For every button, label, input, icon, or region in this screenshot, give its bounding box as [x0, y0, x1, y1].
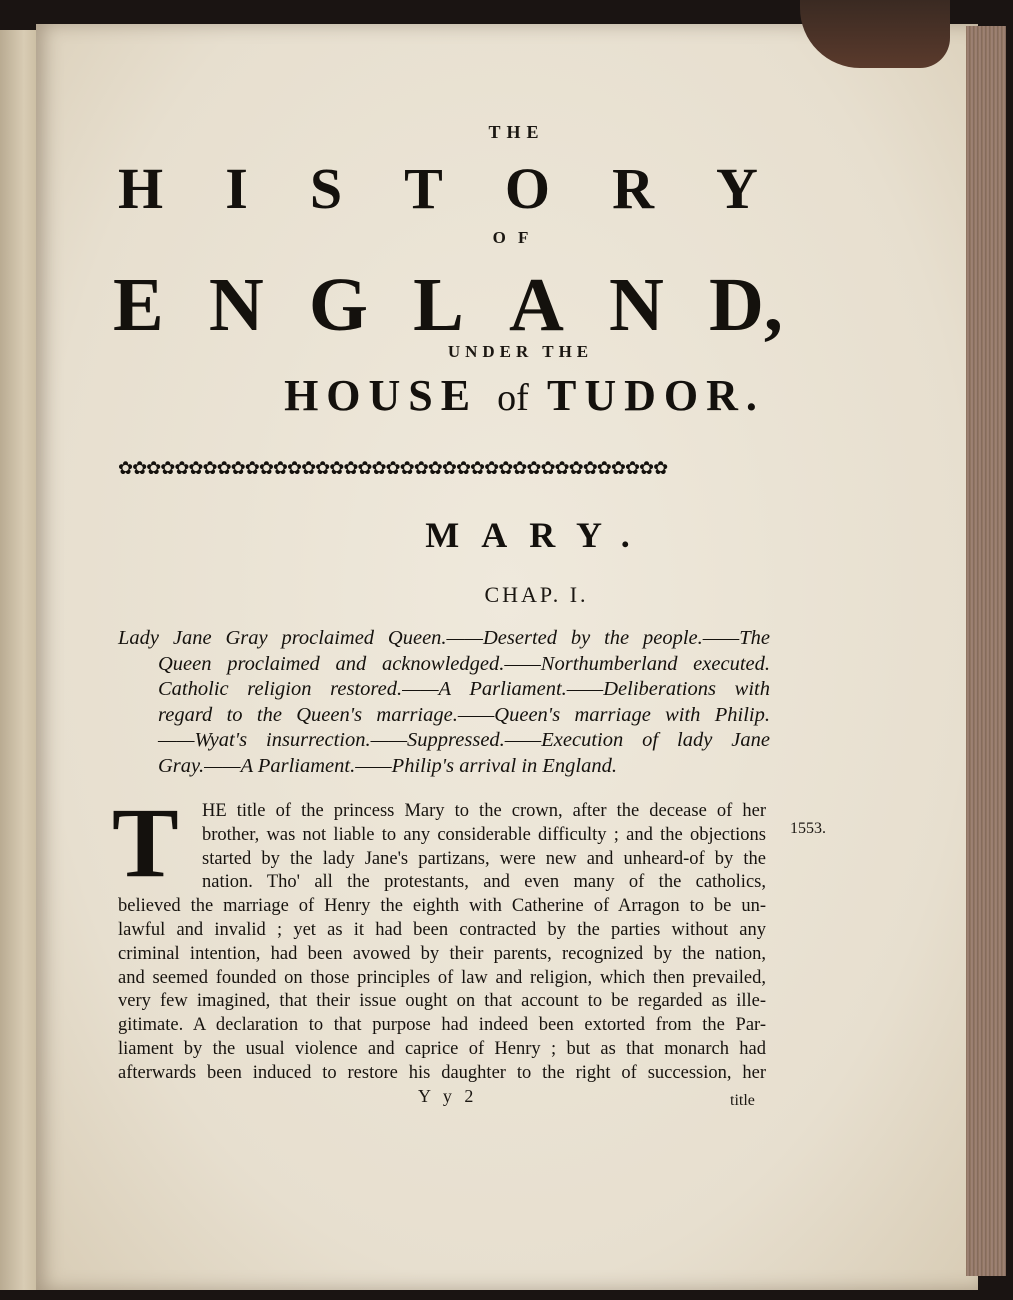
body-line: believed the marriage of Henry the eighth with Catherine of Arragon to be un- — [118, 896, 766, 917]
summary-line: ——Wyat's insurrection.——Suppressed.——Execution of lady Jane — [158, 729, 770, 751]
title-letter: I — [225, 156, 248, 221]
title-letter: N — [609, 263, 664, 347]
title-history — [118, 155, 758, 222]
body-line: HE title of the princess Mary to the crown, after the decease of her — [202, 801, 766, 821]
title-letter: L — [413, 263, 464, 347]
drop-cap: T — [112, 787, 179, 898]
title-letter: T — [404, 156, 443, 221]
ornament-rule-icon: ✿✿✿✿✿✿✿✿✿✿✿✿✿✿✿✿✿✿✿✿✿✿✿✿✿✿✿✿✿✿✿✿✿✿✿✿✿✿✿ — [118, 458, 668, 478]
title-under-the: UNDER THE — [447, 342, 594, 361]
signature-mark: Y y 2 — [418, 1086, 478, 1106]
body-line: gitimate. A declaration to that purpose had indeed been extorted from the Par- — [118, 1015, 766, 1036]
reign-heading: MARY. — [425, 515, 652, 555]
margin-year: 1553. — [790, 820, 826, 837]
summary-line: Gray.——A Parliament.——Philip's arrival in England. — [158, 754, 618, 777]
body-line: liament by the usual violence and caprice of Henry ; but as that monarch had — [118, 1038, 766, 1059]
body-line: afterwards been induced to restore his daughter to the right of succession, her — [118, 1062, 766, 1083]
chapter-summary — [118, 626, 770, 779]
title-letter: N — [208, 263, 264, 347]
summary-line: Lady Jane Gray proclaimed Queen.——Deserted by the people.——The — [118, 627, 770, 649]
summary-line: Catholic religion restored.——A Parliament.——Deliberations with — [158, 678, 770, 700]
body-line: brother, was not liable to any considerable difficulty ; and the objections — [202, 824, 766, 845]
title-house-of-tudor — [0, 370, 1013, 421]
title-letter: G — [308, 263, 368, 347]
title-letter: S — [309, 156, 343, 221]
body-line: lawful and invalid ; yet as it had been contracted by the parties without any — [118, 919, 766, 940]
chapter-heading: CHAP. I. — [484, 582, 589, 607]
title-letter: Y — [716, 156, 758, 221]
title-letter: D, — [709, 263, 783, 347]
title-the: THE — [488, 122, 545, 142]
title-of: O F — [492, 228, 533, 247]
title-letter: O — [504, 156, 551, 221]
title-tudor: TUDOR. — [547, 371, 765, 420]
body-line: nation. Tho' all the protestants, and even many of the catholics, — [202, 872, 766, 893]
body-line: and seemed founded on those principles of law and religion, which then prevailed, — [118, 967, 766, 988]
summary-line: Queen proclaimed and acknowledged.——Northumberland executed. — [158, 652, 770, 675]
summary-line: regard to the Queen's marriage.——Queen's marriage with Philip. — [158, 703, 770, 726]
body-line: started by the lady Jane's partizans, were new and unheard-of by the — [202, 848, 766, 869]
catchword: title — [730, 1092, 755, 1109]
title-letter: H — [118, 156, 164, 221]
body-line: criminal intention, had been avowed by their parents, recognized by the nation, — [118, 943, 766, 964]
title-letter: A — [508, 263, 564, 347]
title-house: HOUSE — [284, 371, 479, 420]
title-of-small: of — [497, 377, 529, 419]
title-england — [113, 262, 783, 349]
title-letter: E — [113, 263, 164, 347]
body-line: very few imagined, that their issue ought on that account to be regarded as ille- — [118, 991, 766, 1012]
title-letter: R — [612, 156, 654, 221]
body-text — [118, 800, 766, 1086]
